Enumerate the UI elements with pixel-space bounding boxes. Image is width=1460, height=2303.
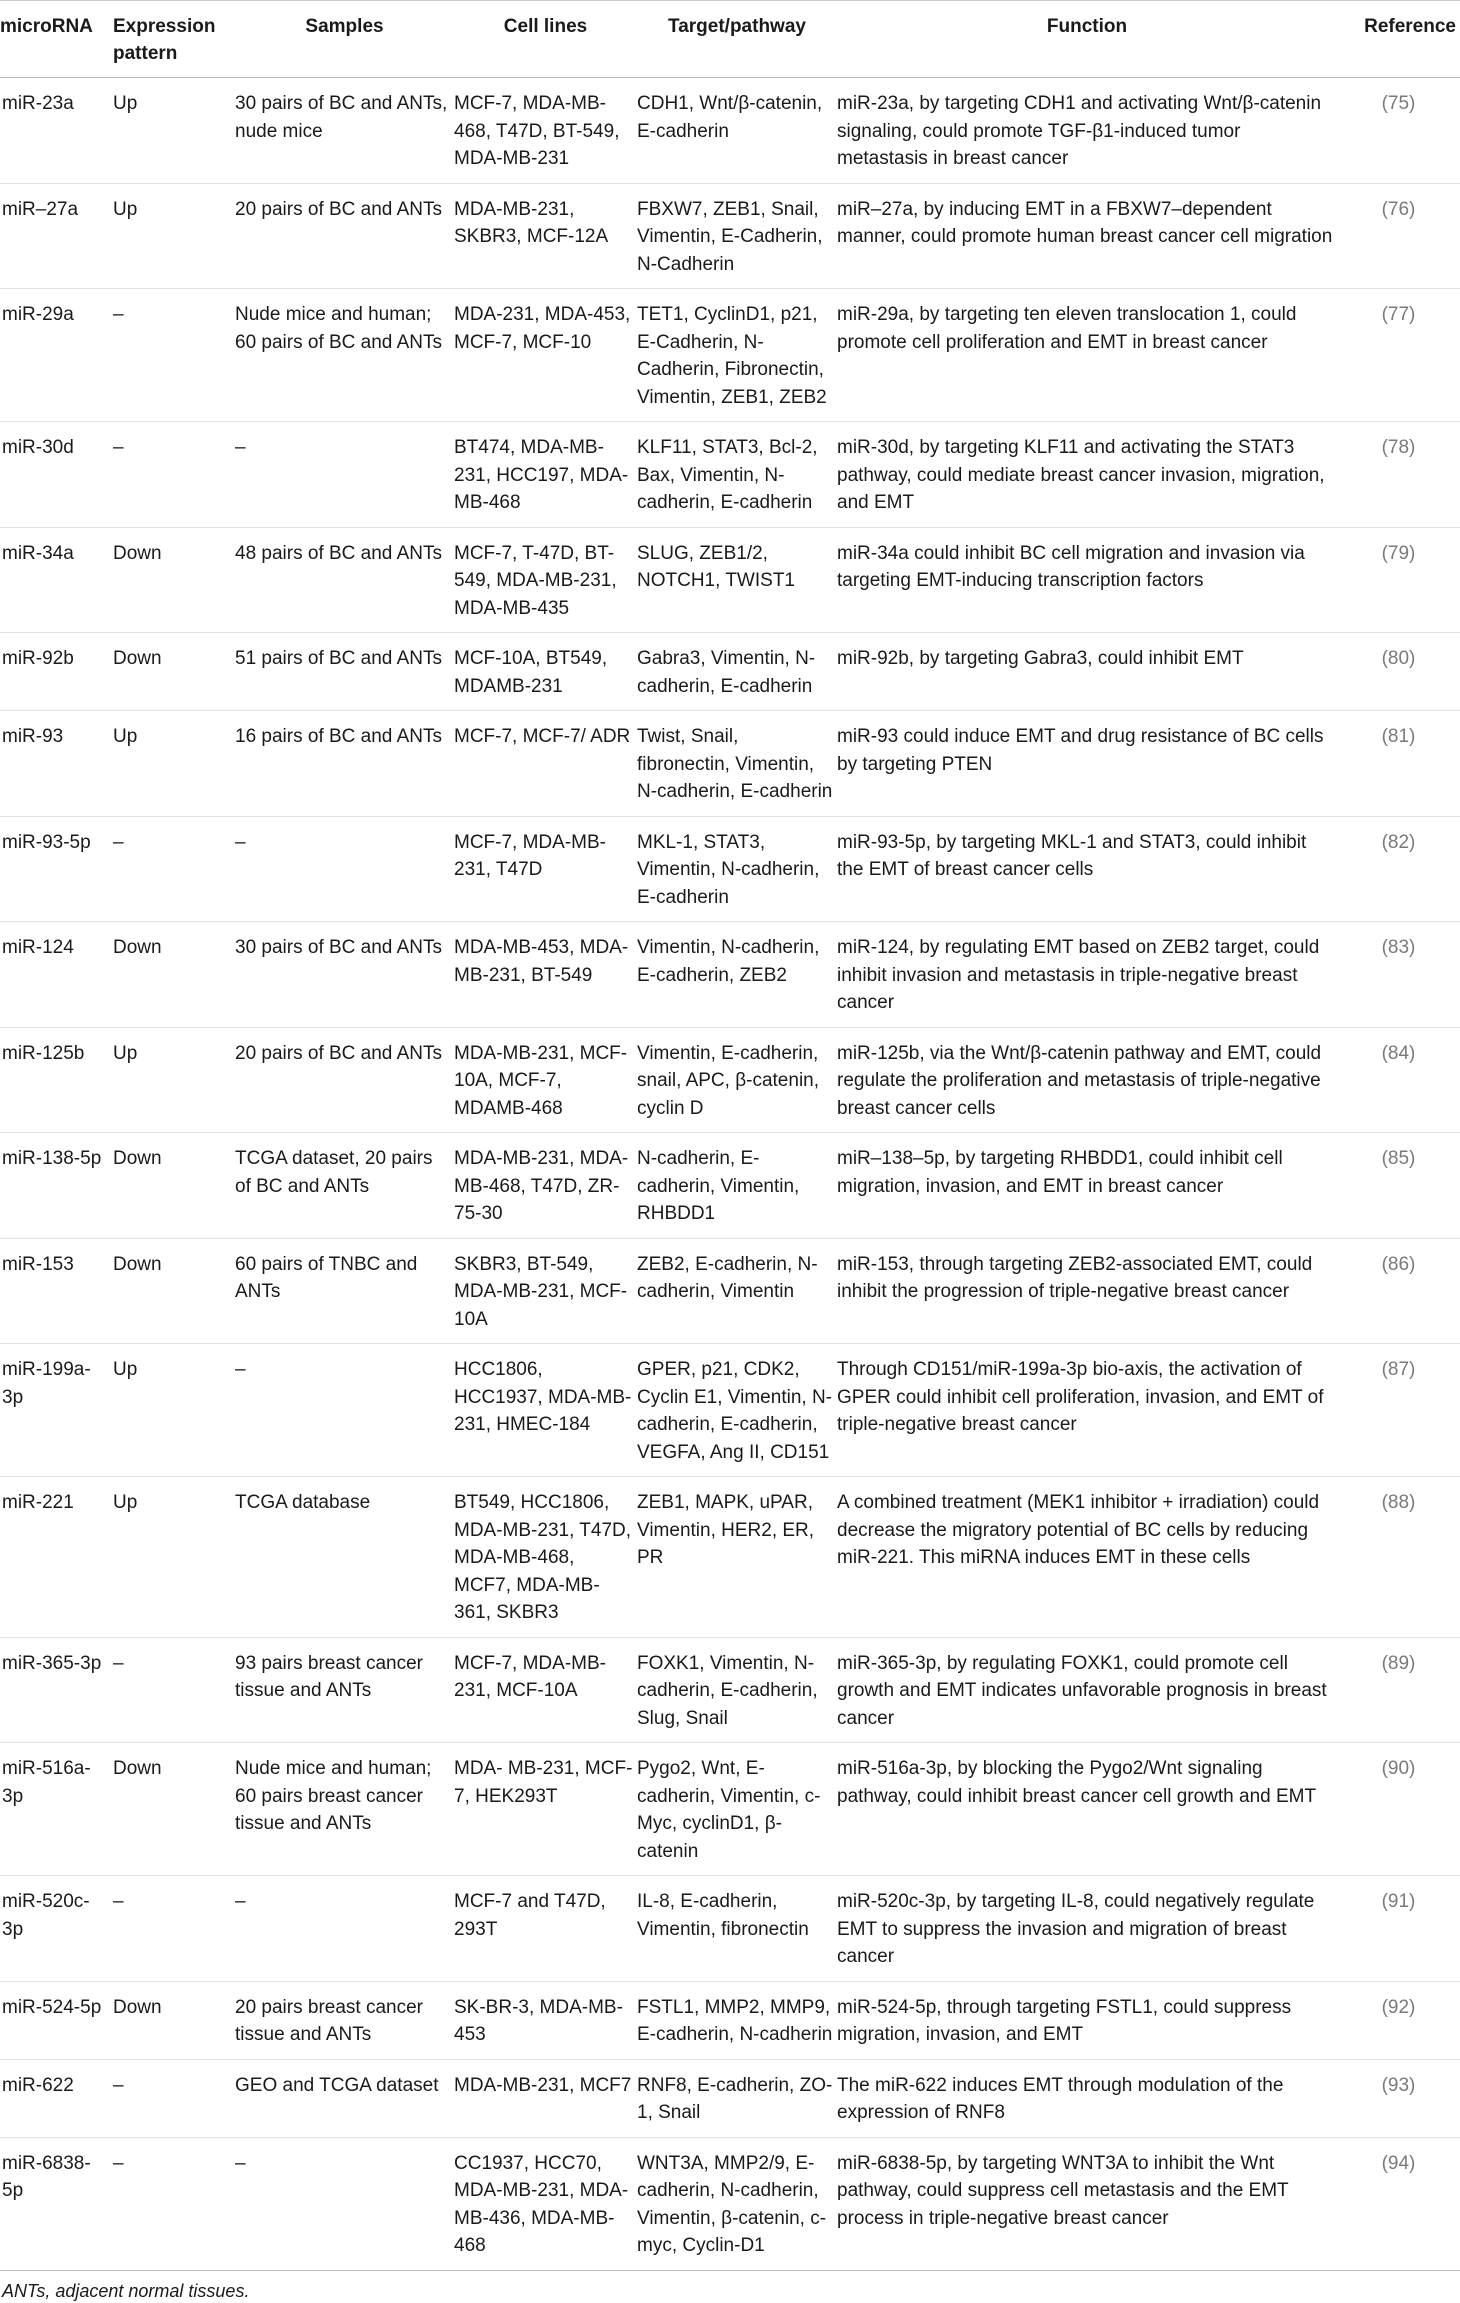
cell-function: miR–27a, by inducing EMT in a FBXW7–dependent manner, could promote human breast cancer cell migration — [837, 183, 1337, 289]
cell-cell-lines: BT474, MDA-MB-231, HCC197, MDA-MB-468 — [454, 422, 637, 528]
table-footnote: ANTs, adjacent normal tissues. — [2, 2280, 250, 2301]
cell-function: miR-516a-3p, by blocking the Pygo2/Wnt signaling pathway, could inhibit breast cancer cell growth and EMT — [837, 1743, 1337, 1876]
cell-reference: (85) — [1337, 1133, 1460, 1239]
cell-reference: (87) — [1337, 1344, 1460, 1477]
cell-expression: – — [113, 289, 235, 422]
cell-function: miR-29a, by targeting ten eleven translocation 1, could promote cell proliferation and EMT in breast cancer — [837, 289, 1337, 422]
cell-expression: Up — [113, 183, 235, 289]
header-reference: Reference — [1337, 1, 1460, 78]
cell-expression: Down — [113, 1981, 235, 2059]
cell-target-pathway: MKL-1, STAT3, Vimentin, N-cadherin, E-cadherin — [637, 816, 837, 922]
table-row — [0, 711, 1460, 817]
cell-target-pathway: Gabra3, Vimentin, N-cadherin, E-cadherin — [637, 633, 837, 711]
cell-samples: 93 pairs breast cancer tissue and ANTs — [235, 1637, 454, 1743]
table-header-row — [0, 1, 1460, 78]
cell-microrna: miR-138-5p — [0, 1133, 113, 1239]
cell-function: miR-153, through targeting ZEB2-associated EMT, could inhibit the progression of triple-negative breast cancer — [837, 1238, 1337, 1344]
cell-microrna: miR-125b — [0, 1027, 113, 1133]
table-row — [0, 816, 1460, 922]
cell-function: miR-93 could induce EMT and drug resistance of BC cells by targeting PTEN — [837, 711, 1337, 817]
cell-samples: 51 pairs of BC and ANTs — [235, 633, 454, 711]
cell-cell-lines: MDA-MB-231, MCF7 — [454, 2059, 637, 2137]
cell-microrna: miR-221 — [0, 1477, 113, 1638]
cell-microrna: miR-6838-5p — [0, 2137, 113, 2270]
cell-cell-lines: MDA-MB-231, MDA-MB-468, T47D, ZR-75-30 — [454, 1133, 637, 1239]
cell-expression: Down — [113, 527, 235, 633]
cell-reference: (82) — [1337, 816, 1460, 922]
cell-expression: Up — [113, 1344, 235, 1477]
cell-cell-lines: BT549, HCC1806, MDA-MB-231, T47D, MDA-MB-468, MCF7, MDA-MB-361, SKBR3 — [454, 1477, 637, 1638]
cell-reference: (77) — [1337, 289, 1460, 422]
cell-reference: (93) — [1337, 2059, 1460, 2137]
cell-target-pathway: Pygo2, Wnt, E-cadherin, Vimentin, c-Myc, cyclinD1, β-catenin — [637, 1743, 837, 1876]
header-target-pathway: Target/pathway — [637, 1, 837, 78]
cell-cell-lines: MCF-7, MCF-7/ ADR — [454, 711, 637, 817]
cell-reference: (90) — [1337, 1743, 1460, 1876]
table-row — [0, 1344, 1460, 1477]
cell-target-pathway: TET1, CyclinD1, p21, E-Cadherin, N-Cadherin, Fibronectin, Vimentin, ZEB1, ZEB2 — [637, 289, 837, 422]
header-microrna: microRNA — [0, 1, 113, 78]
cell-expression: Down — [113, 633, 235, 711]
cell-samples: – — [235, 1876, 454, 1982]
table-row — [0, 422, 1460, 528]
cell-cell-lines: CC1937, HCC70, MDA-MB-231, MDA-MB-436, MDA-MB-468 — [454, 2137, 637, 2270]
cell-target-pathway: Twist, Snail, fibronectin, Vimentin, N-cadherin, E-cadherin — [637, 711, 837, 817]
cell-target-pathway: RNF8, E-cadherin, ZO-1, Snail — [637, 2059, 837, 2137]
cell-target-pathway: FSTL1, MMP2, MMP9, E-cadherin, N-cadherin — [637, 1981, 837, 2059]
table-row — [0, 78, 1460, 184]
cell-function: miR-23a, by targeting CDH1 and activating Wnt/β-catenin signaling, could promote TGF-β1-induced tumor metastasis in breast cancer — [837, 78, 1337, 184]
cell-reference: (81) — [1337, 711, 1460, 817]
cell-reference: (86) — [1337, 1238, 1460, 1344]
cell-function: miR-365-3p, by regulating FOXK1, could promote cell growth and EMT indicates unfavorable prognosis in breast cancer — [837, 1637, 1337, 1743]
cell-function: miR-34a could inhibit BC cell migration and invasion via targeting EMT-inducing transcription factors — [837, 527, 1337, 633]
cell-microrna: miR-516a-3p — [0, 1743, 113, 1876]
cell-cell-lines: MCF-7, MDA-MB-231, T47D — [454, 816, 637, 922]
header-expression-pattern: Expression pattern — [113, 1, 235, 78]
cell-reference: (88) — [1337, 1477, 1460, 1638]
cell-target-pathway: CDH1, Wnt/β-catenin, E-cadherin — [637, 78, 837, 184]
cell-microrna: miR-124 — [0, 922, 113, 1028]
cell-reference: (78) — [1337, 422, 1460, 528]
cell-function: miR-30d, by targeting KLF11 and activating the STAT3 pathway, could mediate breast cancer invasion, migration, and EMT — [837, 422, 1337, 528]
cell-microrna: miR-29a — [0, 289, 113, 422]
cell-reference: (92) — [1337, 1981, 1460, 2059]
cell-samples: – — [235, 816, 454, 922]
cell-samples: TCGA dataset, 20 pairs of BC and ANTs — [235, 1133, 454, 1239]
cell-target-pathway: WNT3A, MMP2/9, E-cadherin, N-cadherin, Vimentin, β-catenin, c-myc, Cyclin-D1 — [637, 2137, 837, 2270]
cell-samples: – — [235, 1344, 454, 1477]
table-body — [0, 78, 1460, 2271]
cell-samples: Nude mice and human; 60 pairs breast cancer tissue and ANTs — [235, 1743, 454, 1876]
cell-microrna: miR-365-3p — [0, 1637, 113, 1743]
table-row — [0, 527, 1460, 633]
table-row — [0, 1637, 1460, 1743]
cell-function: Through CD151/miR-199a-3p bio-axis, the activation of GPER could inhibit cell proliferation, invasion, and EMT of triple-negative breast cancer — [837, 1344, 1337, 1477]
cell-function: The miR-622 induces EMT through modulation of the expression of RNF8 — [837, 2059, 1337, 2137]
cell-expression: Up — [113, 1027, 235, 1133]
cell-samples: GEO and TCGA dataset — [235, 2059, 454, 2137]
cell-samples: Nude mice and human; 60 pairs of BC and ANTs — [235, 289, 454, 422]
cell-expression: – — [113, 2059, 235, 2137]
cell-microrna: miR-93 — [0, 711, 113, 817]
cell-expression: Up — [113, 711, 235, 817]
cell-function: miR-93-5p, by targeting MKL-1 and STAT3, could inhibit the EMT of breast cancer cells — [837, 816, 1337, 922]
cell-reference: (80) — [1337, 633, 1460, 711]
cell-target-pathway: FBXW7, ZEB1, Snail, Vimentin, E-Cadherin, N-Cadherin — [637, 183, 837, 289]
cell-function: miR-520c-3p, by targeting IL-8, could negatively regulate EMT to suppress the invasion and migration of breast cancer — [837, 1876, 1337, 1982]
header-function: Function — [837, 1, 1337, 78]
cell-samples: 20 pairs of BC and ANTs — [235, 1027, 454, 1133]
table-row — [0, 1876, 1460, 1982]
cell-expression: – — [113, 1637, 235, 1743]
cell-cell-lines: MCF-10A, BT549, MDAMB-231 — [454, 633, 637, 711]
cell-microrna: miR-153 — [0, 1238, 113, 1344]
cell-function: A combined treatment (MEK1 inhibitor + irradiation) could decrease the migratory potential of BC cells by reducing miR-221. This miRNA induces EMT in these cells — [837, 1477, 1337, 1638]
cell-expression: – — [113, 422, 235, 528]
table-row — [0, 1238, 1460, 1344]
table-row — [0, 2059, 1460, 2137]
cell-expression: Up — [113, 78, 235, 184]
cell-expression: – — [113, 1876, 235, 1982]
cell-reference: (79) — [1337, 527, 1460, 633]
table-row — [0, 183, 1460, 289]
cell-function: miR-125b, via the Wnt/β-catenin pathway and EMT, could regulate the proliferation and metastasis of triple-negative breast cancer cells — [837, 1027, 1337, 1133]
cell-cell-lines: SKBR3, BT-549, MDA-MB-231, MCF-10A — [454, 1238, 637, 1344]
cell-target-pathway: IL-8, E-cadherin, Vimentin, fibronectin — [637, 1876, 837, 1982]
cell-target-pathway: SLUG, ZEB1/2, NOTCH1, TWIST1 — [637, 527, 837, 633]
table-row — [0, 1477, 1460, 1638]
table-row — [0, 633, 1460, 711]
cell-target-pathway: N-cadherin, E-cadherin, Vimentin, RHBDD1 — [637, 1133, 837, 1239]
cell-samples: 16 pairs of BC and ANTs — [235, 711, 454, 817]
cell-target-pathway: Vimentin, E-cadherin, snail, APC, β-catenin, cyclin D — [637, 1027, 837, 1133]
table-row — [0, 2137, 1460, 2270]
cell-function: miR-524-5p, through targeting FSTL1, could suppress migration, invasion, and EMT — [837, 1981, 1337, 2059]
cell-samples: 20 pairs of BC and ANTs — [235, 183, 454, 289]
cell-cell-lines: MCF-7 and T47D, 293T — [454, 1876, 637, 1982]
cell-cell-lines: SK-BR-3, MDA-MB-453 — [454, 1981, 637, 2059]
header-samples: Samples — [235, 1, 454, 78]
cell-reference: (76) — [1337, 183, 1460, 289]
cell-cell-lines: MDA- MB-231, MCF-7, HEK293T — [454, 1743, 637, 1876]
table-row — [0, 1133, 1460, 1239]
cell-microrna: miR-622 — [0, 2059, 113, 2137]
table-row — [0, 289, 1460, 422]
cell-samples: 20 pairs breast cancer tissue and ANTs — [235, 1981, 454, 2059]
cell-samples: 30 pairs of BC and ANTs — [235, 922, 454, 1028]
cell-target-pathway: GPER, p21, CDK2, Cyclin E1, Vimentin, N-cadherin, E-cadherin, VEGFA, Ang II, CD151 — [637, 1344, 837, 1477]
cell-expression: Down — [113, 1743, 235, 1876]
cell-function: miR–138–5p, by targeting RHBDD1, could inhibit cell migration, invasion, and EMT in breast cancer — [837, 1133, 1337, 1239]
cell-function: miR-6838-5p, by targeting WNT3A to inhibit the Wnt pathway, could suppress cell metastasis and the EMT process in triple-negative breast cancer — [837, 2137, 1337, 2270]
cell-microrna: miR-92b — [0, 633, 113, 711]
cell-reference: (94) — [1337, 2137, 1460, 2270]
cell-expression: – — [113, 816, 235, 922]
cell-samples: – — [235, 422, 454, 528]
cell-reference: (83) — [1337, 922, 1460, 1028]
cell-cell-lines: MDA-MB-453, MDA-MB-231, BT-549 — [454, 922, 637, 1028]
cell-expression: Up — [113, 1477, 235, 1638]
cell-expression: Down — [113, 922, 235, 1028]
cell-samples: – — [235, 2137, 454, 2270]
cell-microrna: miR-93-5p — [0, 816, 113, 922]
header-cell-lines: Cell lines — [454, 1, 637, 78]
cell-microrna: miR–27a — [0, 183, 113, 289]
cell-cell-lines: MCF-7, MDA-MB-468, T47D, BT-549, MDA-MB-231 — [454, 78, 637, 184]
cell-microrna: miR-34a — [0, 527, 113, 633]
cell-function: miR-124, by regulating EMT based on ZEB2 target, could inhibit invasion and metastasis in triple-negative breast cancer — [837, 922, 1337, 1028]
cell-target-pathway: ZEB2, E-cadherin, N-cadherin, Vimentin — [637, 1238, 837, 1344]
cell-target-pathway: Vimentin, N-cadherin, E-cadherin, ZEB2 — [637, 922, 837, 1028]
cell-samples: 30 pairs of BC and ANTs, nude mice — [235, 78, 454, 184]
cell-microrna: miR-199a-3p — [0, 1344, 113, 1477]
cell-target-pathway: FOXK1, Vimentin, N-cadherin, E-cadherin, Slug, Snail — [637, 1637, 837, 1743]
cell-cell-lines: MDA-MB-231, SKBR3, MCF-12A — [454, 183, 637, 289]
table-row — [0, 922, 1460, 1028]
cell-cell-lines: MCF-7, MDA-MB-231, MCF-10A — [454, 1637, 637, 1743]
cell-microrna: miR-524-5p — [0, 1981, 113, 2059]
cell-expression: Down — [113, 1238, 235, 1344]
cell-samples: 48 pairs of BC and ANTs — [235, 527, 454, 633]
cell-target-pathway: ZEB1, MAPK, uPAR, Vimentin, HER2, ER, PR — [637, 1477, 837, 1638]
table-row — [0, 1981, 1460, 2059]
cell-cell-lines: MDA-MB-231, MCF-10A, MCF-7, MDAMB-468 — [454, 1027, 637, 1133]
cell-cell-lines: MDA-231, MDA-453, MCF-7, MCF-10 — [454, 289, 637, 422]
cell-expression: Down — [113, 1133, 235, 1239]
cell-function: miR-92b, by targeting Gabra3, could inhibit EMT — [837, 633, 1337, 711]
cell-cell-lines: MCF-7, T-47D, BT-549, MDA-MB-231, MDA-MB-435 — [454, 527, 637, 633]
cell-reference: (75) — [1337, 78, 1460, 184]
cell-samples: 60 pairs of TNBC and ANTs — [235, 1238, 454, 1344]
table-row — [0, 1743, 1460, 1876]
cell-reference: (84) — [1337, 1027, 1460, 1133]
cell-microrna: miR-30d — [0, 422, 113, 528]
cell-cell-lines: HCC1806, HCC1937, MDA-MB-231, HMEC-184 — [454, 1344, 637, 1477]
cell-microrna: miR-23a — [0, 78, 113, 184]
cell-reference: (91) — [1337, 1876, 1460, 1982]
cell-samples: TCGA database — [235, 1477, 454, 1638]
cell-expression: – — [113, 2137, 235, 2270]
cell-reference: (89) — [1337, 1637, 1460, 1743]
table-row — [0, 1027, 1460, 1133]
cell-target-pathway: KLF11, STAT3, Bcl-2, Bax, Vimentin, N-cadherin, E-cadherin — [637, 422, 837, 528]
cell-microrna: miR-520c-3p — [0, 1876, 113, 1982]
